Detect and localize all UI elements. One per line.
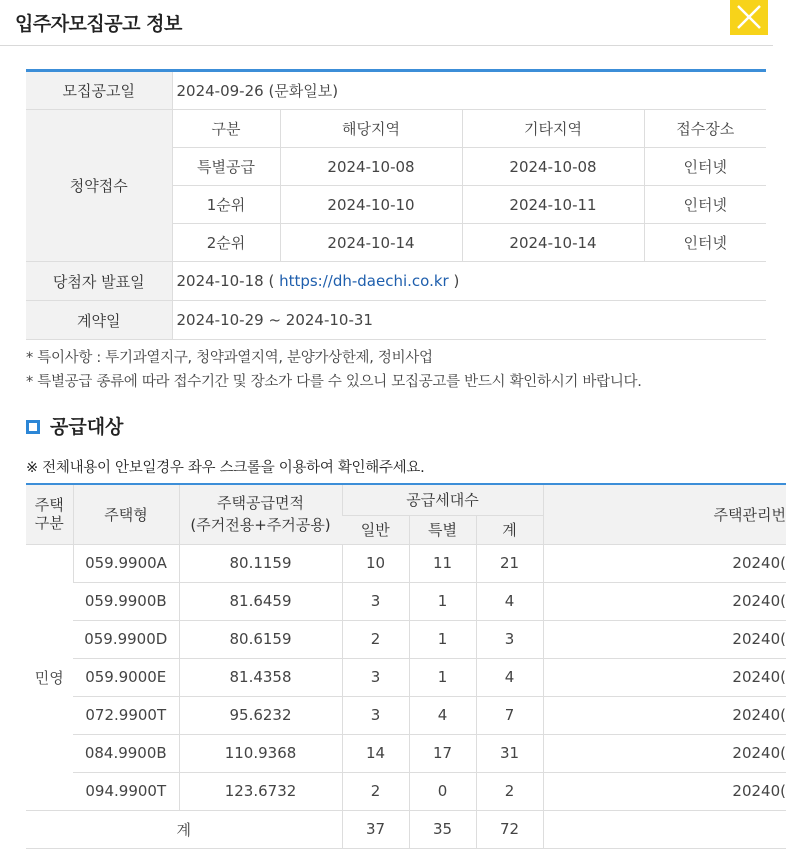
scroll-note: ※ 전체내용이 안보일경우 좌우 스크롤을 이용하여 확인해주세요. — [26, 460, 425, 476]
general-cell: 14 — [342, 734, 409, 772]
mgmt-no-cell: 20240( — [543, 734, 786, 772]
area-cell: 80.6159 — [179, 620, 342, 658]
contract-label: 계약일 — [26, 301, 172, 340]
sub-type: 1순위 — [172, 186, 280, 224]
special-cell: 1 — [409, 658, 476, 696]
general-cell: 2 — [342, 772, 409, 810]
total-cell: 7 — [476, 696, 543, 734]
special-cell: 1 — [409, 582, 476, 620]
special-cell: 11 — [409, 544, 476, 582]
housing-type-cell: 059.9900A — [73, 544, 179, 582]
area-cell: 110.9368 — [179, 734, 342, 772]
housing-class-cell: 민영 — [26, 544, 73, 810]
modal-title: 입주자모집공고 정보 — [15, 13, 182, 35]
general-cell: 10 — [342, 544, 409, 582]
note-line: * 특별공급 종류에 따라 접수기간 및 장소가 다를 수 있으니 모집공고를 반드시 확인하시기 바랍니다. — [26, 374, 642, 390]
mgmt-no-cell: 20240( — [543, 582, 786, 620]
winner-value — [172, 262, 766, 301]
modal-header — [0, 0, 773, 46]
supply-section-label: 공급대상 — [50, 416, 124, 438]
sub-local-date: 2024-10-08 — [280, 148, 462, 186]
header-housing-class: 주택 구분 — [26, 484, 73, 544]
area-cell: 95.6232 — [179, 696, 342, 734]
table-row — [26, 544, 786, 582]
announce-label: 모집공고일 — [26, 71, 172, 110]
supply-section-title — [26, 412, 123, 439]
sum-general: 37 — [342, 810, 409, 848]
area-cell: 80.1159 — [179, 544, 342, 582]
sub-type: 2순위 — [172, 224, 280, 262]
contract-row — [26, 301, 766, 340]
housing-type-cell: 084.9900B — [73, 734, 179, 772]
winner-paren-open: ( — [263, 272, 280, 290]
header-general: 일반 — [342, 515, 409, 544]
housing-type-cell: 094.9900T — [73, 772, 179, 810]
mgmt-no-cell: 20240( — [543, 544, 786, 582]
close-button[interactable] — [730, 0, 768, 35]
table-row — [26, 696, 786, 734]
area-cell: 123.6732 — [179, 772, 342, 810]
special-cell: 1 — [409, 620, 476, 658]
sub-header-local: 해당지역 — [280, 110, 462, 148]
notes — [26, 346, 642, 394]
winner-row — [26, 262, 766, 301]
header-units: 공급세대수 — [342, 484, 543, 515]
sum-row — [26, 810, 786, 848]
square-bullet-icon — [26, 420, 40, 434]
table-row — [26, 658, 786, 696]
header-total: 계 — [476, 515, 543, 544]
sub-other-date: 2024-10-11 — [462, 186, 644, 224]
housing-type-cell: 059.9900D — [73, 620, 179, 658]
general-cell: 2 — [342, 620, 409, 658]
sub-other-date: 2024-10-08 — [462, 148, 644, 186]
winner-label: 당첨자 발표일 — [26, 262, 172, 301]
winner-date: 2024-10-18 — [176, 272, 264, 290]
sub-local-date: 2024-10-14 — [280, 224, 462, 262]
sub-place: 인터넷 — [644, 148, 766, 186]
general-cell: 3 — [342, 582, 409, 620]
header-area: 주택공급면적 (주거전용+주거공용) — [179, 484, 342, 544]
sub-place: 인터넷 — [644, 186, 766, 224]
special-cell: 17 — [409, 734, 476, 772]
supply-table — [26, 483, 786, 849]
total-cell: 31 — [476, 734, 543, 772]
mgmt-no-cell: 20240( — [543, 620, 786, 658]
sub-place: 인터넷 — [644, 224, 766, 262]
subscription-header-row — [26, 110, 766, 148]
general-cell: 3 — [342, 696, 409, 734]
header-housing-type: 주택형 — [73, 484, 179, 544]
special-cell: 0 — [409, 772, 476, 810]
mgmt-no-cell: 20240( — [543, 658, 786, 696]
contract-value: 2024-10-29 ~ 2024-10-31 — [172, 301, 766, 340]
announcement-info-section — [26, 69, 753, 340]
table-row — [26, 772, 786, 810]
general-cell: 3 — [342, 658, 409, 696]
announcement-info-table — [26, 69, 766, 340]
mgmt-no-cell: 20240( — [543, 772, 786, 810]
header-mgmt-no: 주택관리번 — [543, 484, 786, 544]
mgmt-no-cell: 20240( — [543, 696, 786, 734]
winner-paren-close: ) — [448, 272, 460, 290]
close-x-icon — [734, 2, 764, 32]
header-special: 특별 — [409, 515, 476, 544]
total-cell: 3 — [476, 620, 543, 658]
area-cell: 81.4358 — [179, 658, 342, 696]
sum-label: 계 — [26, 810, 342, 848]
total-cell: 4 — [476, 658, 543, 696]
total-cell: 4 — [476, 582, 543, 620]
announce-row — [26, 71, 766, 110]
total-cell: 2 — [476, 772, 543, 810]
sum-total: 72 — [476, 810, 543, 848]
area-cell: 81.6459 — [179, 582, 342, 620]
housing-type-cell: 072.9900T — [73, 696, 179, 734]
total-cell: 21 — [476, 544, 543, 582]
sub-header-other: 기타지역 — [462, 110, 644, 148]
sub-other-date: 2024-10-14 — [462, 224, 644, 262]
table-row — [26, 620, 786, 658]
sub-type: 특별공급 — [172, 148, 280, 186]
note-line: * 특이사항 : 투기과열지구, 청약과열지역, 분양가상한제, 정비사업 — [26, 350, 433, 366]
sub-header-place: 접수장소 — [644, 110, 766, 148]
table-row — [26, 734, 786, 772]
announce-value: 2024-09-26 (문화일보) — [172, 71, 766, 110]
housing-type-cell: 059.9000E — [73, 658, 179, 696]
sub-local-date: 2024-10-10 — [280, 186, 462, 224]
supply-table-scroll[interactable] — [26, 483, 786, 843]
subscription-label: 청약접수 — [26, 110, 172, 262]
table-row — [26, 582, 786, 620]
winner-site-link[interactable]: https://dh-daechi.co.kr — [279, 272, 449, 290]
sub-header-type: 구분 — [172, 110, 280, 148]
housing-type-cell: 059.9900B — [73, 582, 179, 620]
sum-mgmt-empty — [543, 810, 786, 848]
sum-special: 35 — [409, 810, 476, 848]
special-cell: 4 — [409, 696, 476, 734]
supply-header-row — [26, 484, 786, 515]
